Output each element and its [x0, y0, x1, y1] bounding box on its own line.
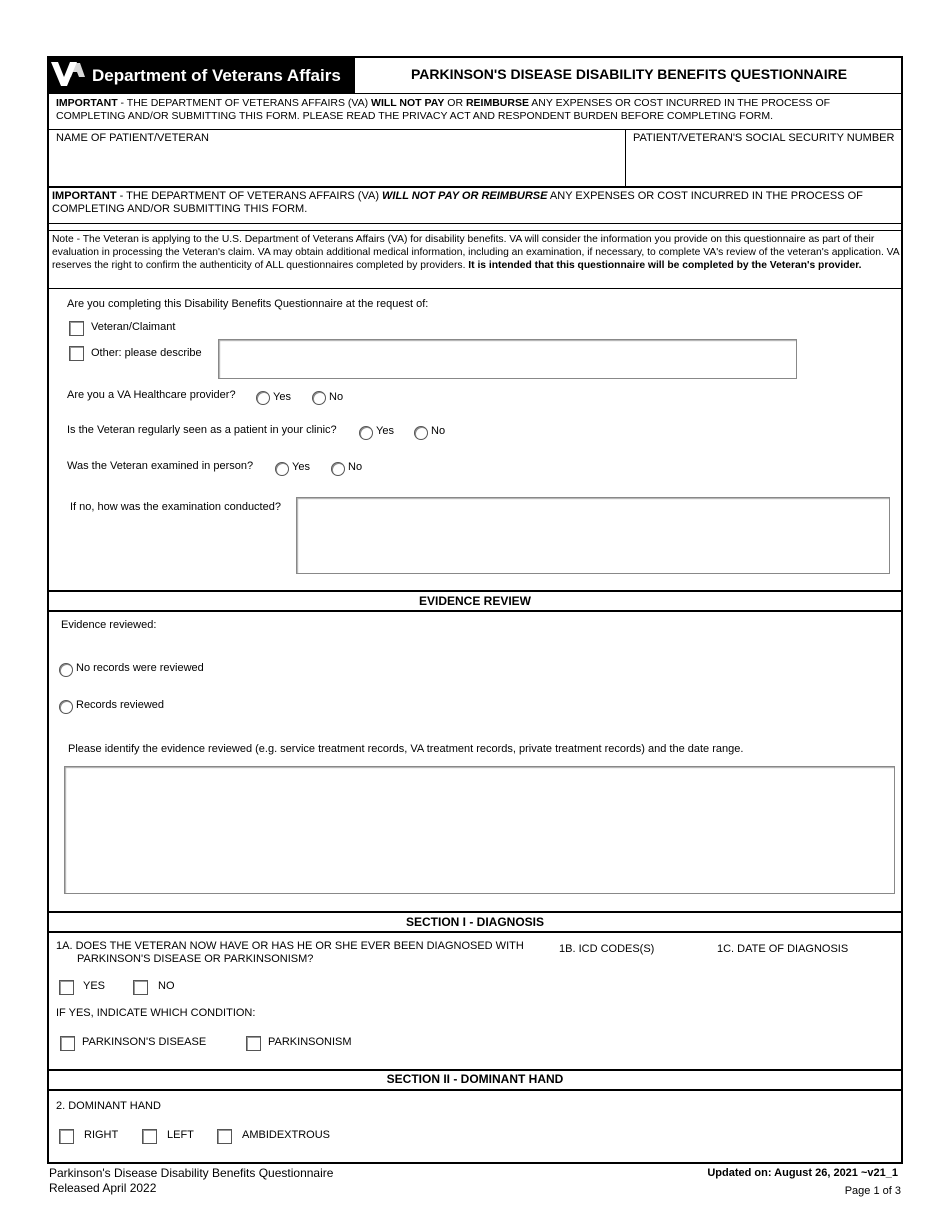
parkinsons-disease-checkbox[interactable] — [60, 1036, 75, 1051]
form-title: PARKINSON'S DISEASE DISABILITY BENEFITS QUESTIONNAIRE — [410, 66, 848, 82]
va-provider-yes-radio[interactable] — [256, 391, 270, 405]
divider — [47, 590, 903, 592]
va-provider-no-radio[interactable] — [312, 391, 326, 405]
divider — [47, 129, 903, 130]
in-person-no-label: No — [348, 461, 363, 473]
veteran-claimant-label: Veteran/Claimant — [91, 321, 176, 333]
section-2-title: SECTION II - DOMINANT HAND — [386, 1072, 564, 1086]
right-hand-checkbox[interactable] — [59, 1129, 74, 1144]
provider-note: Note - The Veteran is applying to the U.S. Department of Veterans Affairs (VA) for disability benefits. VA will consider the information you provide on this questionnaire as part of their evaluation in processing the Veteran's claim. VA may obtain additional medical information, including an examination, if necessary, to complete VA's review of the veteran's application. VA reserves the right to confirm the authenticity of ALL questionnaires completed by providers. It is intended that this questionnaire will be completed by the Veteran's provider. — [52, 234, 900, 271]
divider — [47, 911, 903, 913]
footer-page-number: Page 1 of 3 — [844, 1185, 901, 1197]
regular-patient-yes-radio[interactable] — [359, 426, 373, 440]
department-name: Department of Veterans Affairs — [92, 66, 341, 85]
records-reviewed-radio[interactable] — [59, 700, 73, 714]
diagnosed-no-label: NO — [158, 980, 175, 992]
regular-patient-no-radio[interactable] — [414, 426, 428, 440]
va-provider-yes-label: Yes — [273, 391, 291, 403]
va-header-banner — [47, 56, 354, 94]
right-hand-label: RIGHT — [84, 1129, 119, 1141]
other-checkbox[interactable] — [69, 346, 84, 361]
ssn-label: PATIENT/VETERAN'S SOCIAL SECURITY NUMBER — [633, 132, 895, 144]
parkinsonism-label: PARKINSONISM — [268, 1036, 352, 1048]
diagnosed-yes-checkbox[interactable] — [59, 980, 74, 995]
divider — [47, 223, 903, 224]
divider — [47, 288, 903, 289]
parkinsons-disease-label: PARKINSON'S DISEASE — [82, 1036, 207, 1048]
form-title-cell — [354, 56, 903, 94]
divider — [47, 230, 903, 231]
which-condition-label: IF YES, INDICATE WHICH CONDITION: — [56, 1007, 256, 1019]
va-provider-question: Are you a VA Healthcare provider? — [67, 389, 236, 401]
in-person-yes-label: Yes — [292, 461, 310, 473]
other-label: Other: please describe — [91, 347, 202, 359]
divider — [47, 93, 903, 94]
q1a-line2: PARKINSON'S DISEASE OR PARKINSONISM? — [77, 953, 314, 965]
section-1-title: SECTION I - DIAGNOSIS — [405, 915, 544, 929]
evidence-identify-instruction: Please identify the evidence reviewed (e.g. service treatment records, VA treatment records, private treatment records) and the date range. — [68, 743, 744, 755]
diagnosed-yes-label: YES — [83, 980, 106, 992]
divider — [625, 129, 626, 186]
diagnosed-no-checkbox[interactable] — [133, 980, 148, 995]
no-records-radio[interactable] — [59, 663, 73, 677]
evidence-details-input[interactable] — [64, 766, 895, 894]
ssn-field[interactable] — [630, 147, 898, 183]
divider — [47, 1089, 903, 1091]
other-describe-input[interactable] — [218, 339, 797, 379]
divider — [47, 610, 903, 612]
patient-name-field[interactable] — [52, 147, 620, 183]
ambidextrous-label: AMBIDEXTROUS — [242, 1129, 331, 1141]
regular-patient-no-label: No — [431, 425, 446, 437]
divider — [47, 931, 903, 933]
dominant-hand-label: 2. DOMINANT HAND — [56, 1100, 161, 1112]
regular-patient-yes-label: Yes — [376, 425, 394, 437]
in-person-no-radio[interactable] — [331, 462, 345, 476]
patient-name-label: NAME OF PATIENT/VETERAN — [56, 132, 209, 144]
left-hand-checkbox[interactable] — [142, 1129, 157, 1144]
veteran-claimant-checkbox[interactable] — [69, 321, 84, 336]
left-hand-label: LEFT — [167, 1129, 194, 1141]
regular-patient-question: Is the Veteran regularly seen as a patient in your clinic? — [67, 424, 337, 436]
va-logo-icon — [50, 59, 86, 89]
important-notice-second: IMPORTANT - THE DEPARTMENT OF VETERANS AFFAIRS (VA) WILL NOT PAY OR REIMBURSE ANY EXPENSES OR COST INCURRED IN THE PROCESS OF COMPLETING AND/OR SUBMITTING THIS FORM. — [52, 190, 863, 215]
evidence-review-title: EVIDENCE REVIEW — [418, 594, 532, 608]
exam-method-question: If no, how was the examination conducted? — [70, 501, 281, 513]
date-of-diagnosis-label: 1C. DATE OF DIAGNOSIS — [717, 943, 849, 955]
va-provider-no-label: No — [329, 391, 344, 403]
records-reviewed-label: Records reviewed — [76, 699, 165, 711]
no-records-label: No records were reviewed — [76, 662, 204, 674]
in-person-yes-radio[interactable] — [275, 462, 289, 476]
ambidextrous-checkbox[interactable] — [217, 1129, 232, 1144]
parkinsonism-checkbox[interactable] — [246, 1036, 261, 1051]
important-notice-top: IMPORTANT - THE DEPARTMENT OF VETERANS AFFAIRS (VA) WILL NOT PAY OR REIMBURSE ANY EXPENSES OR COST INCURRED IN THE PROCESS OF COMPLETING AND/OR SUBMITTING THIS FORM. PLEASE READ THE PRIVACY ACT AND RESPONDENT BURDEN BEFORE COMPLETING FORM. — [56, 97, 831, 122]
in-person-question: Was the Veteran examined in person? — [67, 460, 254, 472]
footer-released: Released April 2022 — [49, 1181, 157, 1195]
footer-form-name: Parkinson's Disease Disability Benefits Questionnaire — [49, 1166, 334, 1180]
divider — [47, 186, 903, 188]
evidence-reviewed-label: Evidence reviewed: — [61, 619, 157, 631]
q1a-line1: 1A. DOES THE VETERAN NOW HAVE OR HAS HE OR SHE EVER BEEN DIAGNOSED WITH — [56, 940, 524, 952]
footer-updated: Updated on: August 26, 2021 ~v21_1 — [707, 1167, 898, 1179]
request-question: Are you completing this Disability Benefits Questionnaire at the request of: — [67, 298, 429, 310]
icd-codes-label: 1B. ICD CODES(S) — [559, 943, 655, 955]
divider — [47, 1069, 903, 1071]
exam-method-input[interactable] — [296, 497, 890, 574]
